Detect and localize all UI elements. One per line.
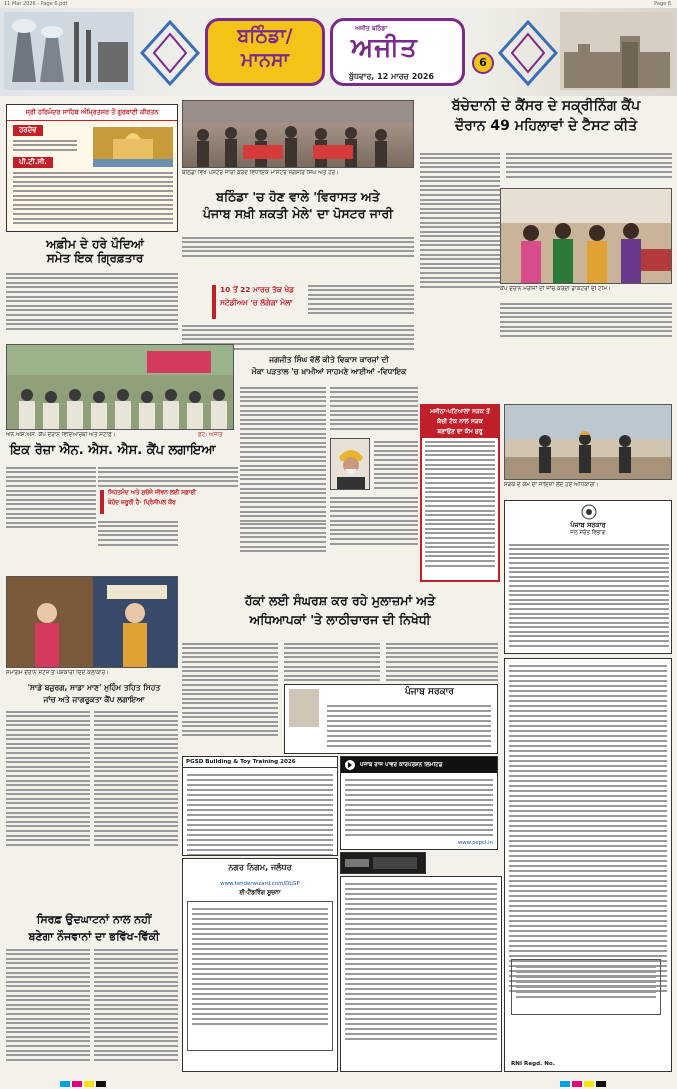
- left-ad-red-heading: ਸ੍ਰੀ ਹਰਿਮੰਦਰ ਸਾਹਿਬ ਅੰਮ੍ਰਿਤਸਰ ਤੋਂ ਗੁਰਬਾਣੀ ਕੀਰਤਨ: [7, 105, 177, 121]
- story-inspection-body-under-photo: [330, 494, 418, 547]
- story-poster-headline: [182, 190, 414, 222]
- poster-pullquote: [212, 285, 304, 319]
- nss-box-line2: ਬੇਹੱਦ ਜ਼ਰੂਰੀ ਹੈ- ਪ੍ਰਿੰਸੀਪਲ ਕੌਰ: [108, 500, 176, 506]
- road-story-head: [422, 406, 498, 438]
- govt-notice-lines: [509, 541, 669, 649]
- small-dark-advertisement: [340, 852, 426, 874]
- left-ad-text-lines: [13, 137, 77, 153]
- right-notice-table: [511, 959, 661, 1015]
- screening-camp-photo: [500, 188, 672, 284]
- govt-notice-subtitle: ਜਲ ਸਰੋਤ ਵਿਭਾਗ: [570, 530, 606, 536]
- section-title-box: [205, 18, 325, 86]
- left-ad-more-lines: [13, 169, 173, 227]
- left-ad-tag1: ਹਰਦੇਵ: [13, 125, 43, 136]
- mla-portrait: [330, 438, 370, 490]
- story-youth-body-right: [94, 946, 178, 1063]
- story-screening-headline: [420, 98, 672, 134]
- right-bottom-notice-lines: [505, 659, 671, 998]
- municipal-tender-notice: [182, 858, 338, 1072]
- story-screening-headline-line1: ਬੱਚੇਦਾਨੀ ਦੇ ਕੈਂਸਰ ਦੇ ਸਕ੍ਰੀਨਿੰਗ ਕੈਂਪ: [451, 98, 641, 114]
- story-screening-body-bottom: [500, 300, 672, 339]
- punjab-sarkar-emblem: [289, 689, 319, 727]
- story-opium-headline-line2: ਸਮੇਤ ਇਕ ਗ੍ਰਿਫ਼ਤਾਰ: [46, 250, 144, 265]
- story-screening-body-right: [506, 150, 672, 180]
- industrial-skyline-illustration: [4, 12, 134, 90]
- story-inspection-body-continued: [240, 520, 326, 555]
- story-lathicharge-headline: [182, 594, 498, 628]
- story-opium-headline: [20, 238, 170, 266]
- story-elders-headline: [10, 684, 178, 704]
- story-youth-body-left: [6, 946, 90, 1063]
- story-elders-headline-line1: 'ਸਾਡੇ ਬਜ਼ੁਰਗ, ਸਾਡਾ ਮਾਣ' ਮੁਹਿੰਮ ਤਹਿਤ ਸਿਹਤ: [27, 683, 161, 692]
- top-strip-right: Page 6: [654, 1, 671, 7]
- poster-photo-caption: ਬਠਿੰਡਾ ਵਿਖੇ ਪੋਸਟਰ ਜਾਰੀ ਕਰਦੇ ਵਿਧਾਇਕ ਮਾਸਟਰ ਜਗਸੀਰ ਸਿੰਘ ਅਤੇ ਹੋਰ।: [182, 170, 339, 176]
- story-screening-body-left: [420, 150, 500, 290]
- right-bottom-notice: [504, 658, 672, 1072]
- story-nss-body-bottom: [98, 518, 178, 548]
- fort-illustration: [560, 12, 673, 90]
- tender-title: ਨਗਰ ਨਿਗਮ, ਜਲੰਧਰ: [228, 863, 292, 872]
- pspcl-advertisement: [340, 756, 498, 850]
- story-poster-headline-line2: ਪੰਜਾਬ ਸਖ਼ੀ ਸ਼ਕਤੀ ਮੇਲੇ' ਦਾ ਪੋਸਟਰ ਜਾਰੀ: [202, 206, 394, 222]
- punjab-sarkar-title: ਪੰਜਾਬ ਸਰਕਾਰ: [405, 687, 454, 697]
- story-lathicharge-headline-line2: ਅਧਿਆਪਕਾਂ 'ਤੇ ਲਾਠੀਚਾਰਜ ਦੀ ਨਿਖੇਧੀ: [249, 612, 431, 628]
- story-inspection-headline-line1: ਜਗਜੀਤ ਸਿੰਘ ਵੱਲੋਂ ਕੀਤੇ ਵਿਕਾਸ ਕਾਰਜਾਂ ਦੀ: [269, 355, 389, 364]
- nss-photo-caption: ਐਨ.ਐਸ.ਐਸ. ਕੈਂਪ ਦੌਰਾਨ ਵਿਦਿਆਰਥੀ ਅਤੇ ਸਟਾਫ਼।: [6, 432, 116, 438]
- story-youth-headline-line1: ਸਿਰਫ਼ ਉਦਘਾਟਨਾਂ ਨਾਲ ਨਹੀਂ: [36, 913, 152, 926]
- brand-logo-text: ਅਜੀਤ: [351, 33, 418, 63]
- road-inspection-photo: [504, 404, 672, 480]
- tender-subtitle: ਈ-ਟੈਂਡਰਿੰਗ ਸੂਚਨਾ: [239, 889, 281, 896]
- right-notice-table-lines: [512, 960, 660, 1004]
- story-inspection-headline: [240, 356, 418, 376]
- story-opium-headline-line1: ਅਫ਼ੀਮ ਦੇ ਹਰੇ ਪੌਦਿਆਂ: [46, 237, 144, 251]
- story-elders-body-left: [6, 708, 90, 848]
- center-bottom-notice-lines: [341, 877, 501, 1046]
- punjab-sarkar-lines: [323, 699, 495, 753]
- training-ad-title: PGSD Building & Toy Training 2026: [183, 757, 337, 768]
- pspcl-lines: [341, 773, 497, 842]
- page-number: 6: [479, 56, 487, 69]
- nss-highlight-box: [100, 490, 238, 514]
- nss-camp-photo: [6, 344, 234, 430]
- story-poster-body-top: [182, 234, 414, 260]
- story-youth-headline-line2: ਬਣੇਗਾ ਨੌਜਵਾਨਾਂ ਦਾ ਭਵਿੱਖ-ਵਿੱਕੀ: [28, 929, 160, 943]
- story-lathicharge-body-1: [182, 640, 278, 739]
- top-strip-left: 11 Mar 2026 - Page 6.pdf: [4, 1, 68, 7]
- dark-ad-graphic: [341, 853, 425, 873]
- story-inspection-body-beside-photo: [374, 438, 418, 491]
- training-advertisement: [182, 756, 338, 856]
- rni-number: RNI Regd. No.: [511, 1061, 555, 1067]
- decorative-pattern-right: [498, 20, 558, 86]
- brand-box: [330, 18, 465, 86]
- nss-box-line1: ਸਿਹਤਮੰਦ ਅਤੇ ਸੁਚੱਜੇ ਜੀਵਨ ਲਈ ਸਫ਼ਾਈ: [108, 490, 196, 496]
- center-bottom-notice: [340, 876, 502, 1072]
- story-nss-body-left: [6, 464, 96, 531]
- punjab-emblem-icon: [581, 504, 597, 520]
- pullquote-line1: 10 ਤੋਂ 22 ਮਾਰਚ ਤੱਕ ਖੇਡ: [220, 285, 294, 294]
- story-youth-headline: [10, 914, 178, 943]
- punjab-sarkar-notice: [284, 684, 498, 754]
- story-nss-headline: ਇਕ ਰੋਜ਼ਾ ਐਨ. ਐਸ. ਐਸ. ਕੈਂਪ ਲਗਾਇਆ: [10, 443, 216, 458]
- pspcl-title: ਪੰਜਾਬ ਰਾਜ ਪਾਵਰ ਕਾਰਪੋਰੇਸ਼ਨ ਲਿਮਟਿਡ: [360, 761, 443, 768]
- color-registration-strip: [0, 1079, 677, 1089]
- training-ad-lines: [183, 768, 337, 856]
- story-elders-body-right: [94, 708, 178, 848]
- pspcl-logo-icon: [344, 759, 356, 771]
- pullquote-line2: ਸਟੇਡੀਅਮ 'ਚ ਲੱਗੇਗਾ ਮੇਲਾ: [220, 298, 293, 307]
- road-head-line2: ਕੱਚੀ ਟੱਕ ਨਾਲ ਸੜਕ: [437, 418, 483, 425]
- section-title-line2: ਮਾਨਸਾ: [241, 49, 289, 71]
- nss-photo-credit: ਫ਼ੋਟੋ: ਅਜੀਤ: [198, 432, 223, 438]
- govt-notice-title: ਪੰਜਾਬ ਸਰਕਾਰ: [570, 521, 606, 529]
- road-story-body: [422, 441, 498, 567]
- road-head-line3: ਬਣਾਉਣ ਦਾ ਕੰਮ ਸ਼ੁਰੂ: [437, 428, 483, 435]
- cultural-event-photo: [6, 576, 178, 668]
- page-number-badge: [472, 52, 494, 74]
- golden-temple-image: [93, 127, 173, 167]
- road-head-line1: ਮਜੀਠਾ-ਪਟਿਆਲਾ ਸੜਕ ਤੋਂ: [430, 408, 490, 415]
- story-screening-headline-line2: ਦੌਰਾਨ 49 ਮਹਿਲਾਵਾਂ ਦੇ ਟੈਸਟ ਕੀਤੇ: [454, 118, 638, 135]
- brand-prefix: ਅਜੀਤ ਬਠਿੰਡਾ: [355, 25, 388, 32]
- story-elders-headline-line2: ਜਾਂਚ ਅਤੇ ਜਾਗਰੂਕਤਾ ਕੈਂਪ ਲਗਾਇਆ: [43, 694, 145, 704]
- poster-release-photo: [182, 100, 414, 168]
- govt-notice-right: [504, 500, 672, 654]
- tender-table-lines: [188, 902, 332, 1031]
- story-lathicharge-headline-line1: ਹੱਕਾਂ ਲਈ ਸੰਘਰਸ਼ ਕਰ ਰਹੇ ਮੁਲਾਜ਼ਮਾਂ ਅਤੇ: [244, 593, 436, 608]
- story-nss-body-right: [98, 464, 238, 490]
- screening-photo-caption: ਕੈਂਪ ਦੌਰਾਨ ਮਰੀਜ਼ਾਂ ਦੀ ਜਾਂਚ ਕਰਦੀ ਡਾਕਟਰਾਂ ਦੀ ਟੀਮ।: [500, 286, 611, 292]
- road-story-box: [420, 404, 500, 582]
- issue-date: ਬੁੱਧਵਾਰ, 12 ਮਾਰਚ 2026: [349, 72, 434, 81]
- left-ad-tag2: ਪੀ.ਟੀ.ਸੀ.: [13, 157, 53, 168]
- tender-table: [187, 901, 333, 1051]
- story-inspection-headline-line2: ਮੌਕਾ ਪੜਤਾਲ 'ਚ ਖ਼ਾਮੀਆਂ ਸਾਹਮਣੇ ਆਈਆਂ -ਵਿਧਾਇਕ: [251, 366, 407, 376]
- pspcl-url[interactable]: www.pspcl.in: [457, 840, 493, 846]
- story-inspection-body-right: [330, 384, 418, 433]
- story-poster-body-side: [308, 282, 414, 317]
- left-top-advertisement: [6, 104, 178, 232]
- masthead: [0, 8, 677, 96]
- cultural-photo-caption: ਸਮਾਗਮ ਦੌਰਾਨ ਸਟੇਜ ਤੋਂ ਪੇਸ਼ਕਾਰੀ ਦਿੰਦੇ ਕਲਾਕਾਰ।: [6, 670, 110, 676]
- tender-url[interactable]: www.tenderwizard.com/DLGP: [220, 881, 300, 887]
- story-opium-body: [6, 270, 178, 332]
- story-inspection-body-left: [240, 384, 326, 524]
- road-photo-caption: ਸੜਕ ਦੇ ਕੰਮ ਦਾ ਜਾਇਜ਼ਾ ਲੈਂਦੇ ਹੋਏ ਅਧਿਕਾਰੀ।: [504, 482, 599, 488]
- story-poster-headline-line1: ਬਠਿੰਡਾ 'ਚ ਹੋਣ ਵਾਲੇ 'ਵਿਰਾਸਤ ਅਤੇ: [216, 189, 380, 204]
- section-title-line1: ਬਠਿੰਡਾ/: [237, 25, 293, 47]
- decorative-pattern-left: [140, 20, 200, 86]
